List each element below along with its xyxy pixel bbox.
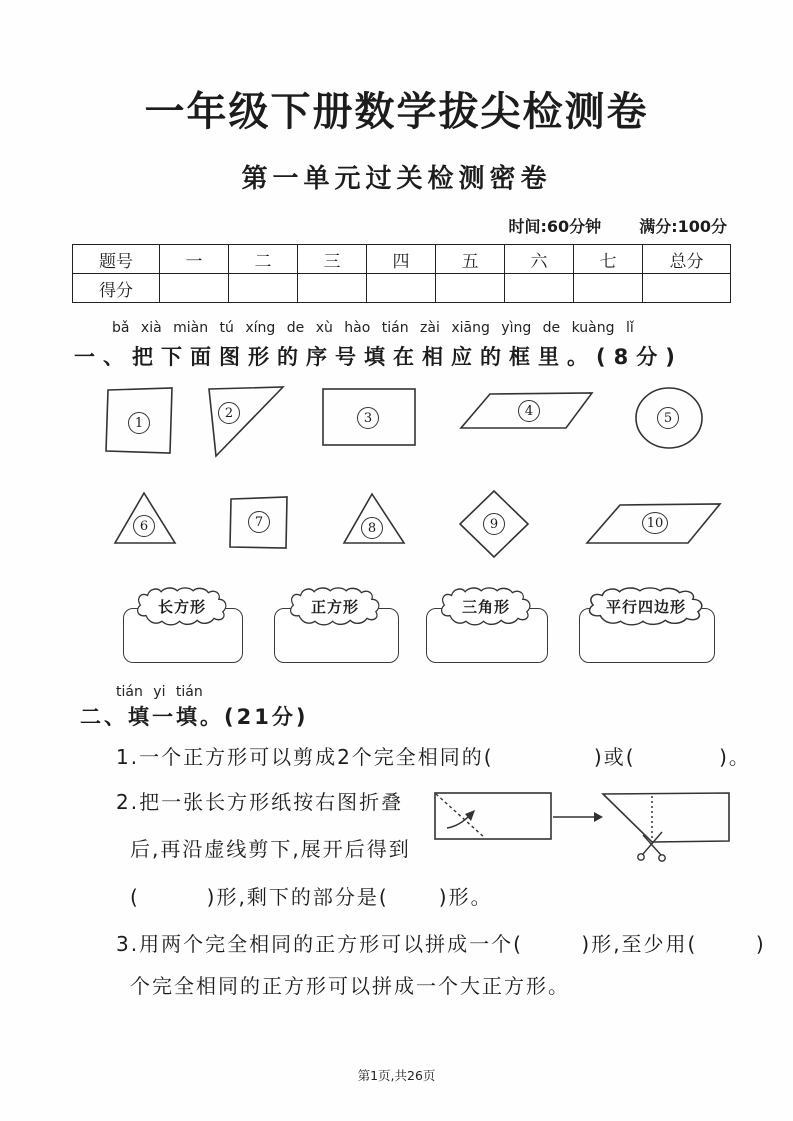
score-cell-empty — [505, 274, 574, 303]
column-5: 五 — [436, 245, 505, 274]
circled-number-7: 7 — [248, 511, 270, 533]
question-2-2-line3: ( )形,剩下的部分是( )形。 — [130, 885, 493, 909]
category-cloud-rectangle — [134, 586, 230, 626]
category-cloud-parallelogram — [585, 586, 707, 626]
section2-pinyin: tián yi tián — [116, 684, 203, 700]
circled-number-5: 5 — [657, 407, 679, 429]
column-total: 总分 — [643, 245, 731, 274]
circled-number-4: 4 — [518, 400, 540, 422]
question-2-2-line1: 2.把一张长方形纸按右图折叠 — [116, 790, 404, 814]
question-2-2-line2: 后,再沿虚线剪下,展开后得到 — [130, 837, 411, 861]
question-2-1: 1.一个正方形可以剪成2个完全相同的( )或( )。 — [116, 745, 751, 769]
fold-line-dashed — [436, 794, 485, 838]
column-1: 一 — [160, 245, 229, 274]
section2-heading: 二、填一填。(21分) — [80, 705, 309, 729]
circled-number-8: 8 — [361, 517, 383, 539]
score-table-score-row — [73, 274, 731, 303]
category-label: 三角形 — [461, 597, 510, 616]
score-cell-empty — [436, 274, 505, 303]
score-table — [72, 244, 731, 303]
exam-meta — [509, 214, 727, 237]
right-arrow-icon — [552, 810, 604, 824]
category-cloud-triangle — [438, 586, 534, 626]
fold-diagram-before — [433, 791, 555, 843]
page-subtitle: 第一单元过关检测密卷 — [241, 164, 552, 194]
score-label: 得分 — [73, 274, 160, 303]
score-table-header-row — [73, 245, 731, 274]
section1-pinyin: bǎ xià miàn tú xíng de xù hào tián zài xiāng yìng de kuàng lǐ — [112, 320, 634, 336]
circled-number-6: 6 — [133, 515, 155, 537]
circled-number-1: 1 — [128, 412, 150, 434]
exam-time: 时间:60分钟 — [508, 217, 602, 236]
circled-number-2: 2 — [218, 402, 240, 424]
column-6: 六 — [505, 245, 574, 274]
circled-number-10: 10 — [642, 512, 668, 534]
category-label: 平行四边形 — [605, 597, 686, 616]
exam-full-score: 满分:100分 — [639, 217, 727, 236]
category-label: 正方形 — [310, 597, 359, 616]
question-2-3-line1: 3.用两个完全相同的正方形可以拼成一个( )形,至少用( ) — [116, 932, 766, 956]
fold-diagram-after — [601, 791, 733, 865]
score-cell-empty — [298, 274, 367, 303]
column-2: 二 — [229, 245, 298, 274]
category-label: 长方形 — [157, 597, 206, 616]
circled-number-3: 3 — [357, 407, 379, 429]
score-cell-empty — [160, 274, 229, 303]
column-4: 四 — [367, 245, 436, 274]
section1-heading: 一、把下面图形的序号填在相应的框里。(8分) — [74, 345, 683, 369]
question-2-3-line2: 个完全相同的正方形可以拼成一个大正方形。 — [130, 974, 570, 998]
circled-number-9: 9 — [483, 513, 505, 535]
shape-2-right-triangle — [208, 386, 288, 460]
category-cloud-square — [287, 586, 383, 626]
page-footer: 第1页,共26页 — [357, 1068, 436, 1083]
score-cell-empty — [367, 274, 436, 303]
score-cell-empty — [229, 274, 298, 303]
column-7: 七 — [574, 245, 643, 274]
score-cell-empty — [574, 274, 643, 303]
page-title: 一年级下册数学拔尖检测卷 — [144, 89, 649, 135]
score-cell-empty — [643, 274, 731, 303]
column-3: 三 — [298, 245, 367, 274]
question-number-label: 题号 — [73, 245, 160, 274]
